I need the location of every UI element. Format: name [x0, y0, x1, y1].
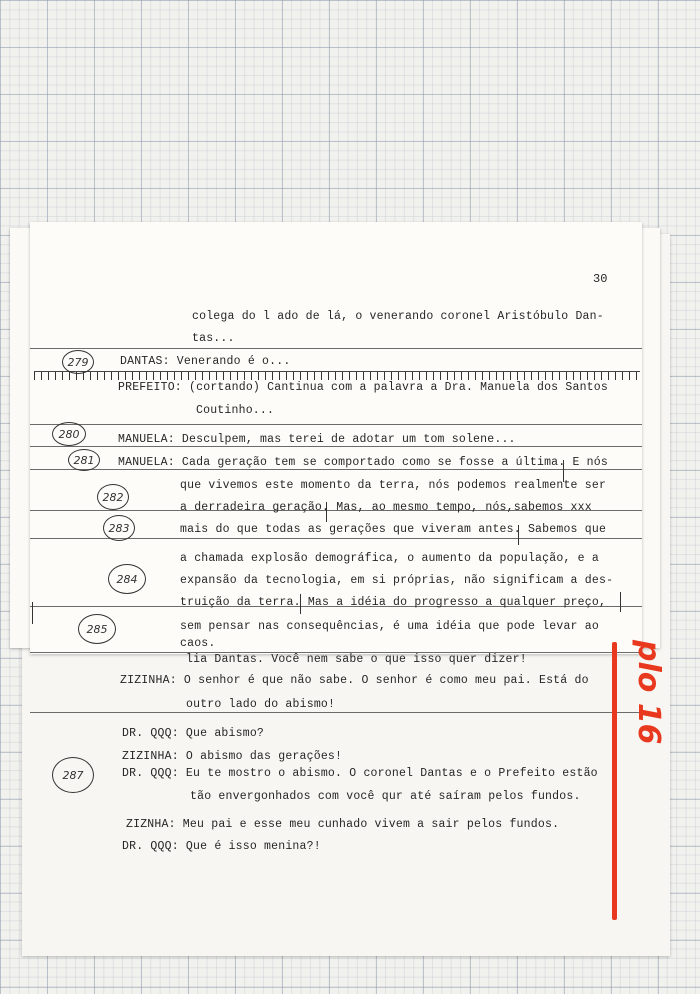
strip-divider [30, 712, 642, 713]
marginal-number: 283 [103, 515, 135, 541]
text-line: DR. QQQ: Que é isso menina?! [122, 840, 321, 853]
marginal-number: 281 [68, 449, 100, 471]
text-line: DANTAS: Venerando é o... [120, 355, 291, 368]
text-line: Coutinho... [196, 404, 275, 417]
text-line: ZIZNHA: Meu pai e esse meu cunhado vivem a sair pelos fundos. [126, 818, 560, 831]
text-line: MANUELA: Cada geração tem se comportado como se fosse a última. E nós [118, 456, 608, 469]
strip-divider [30, 446, 642, 447]
red-handwritten-note: plo 16 [631, 640, 666, 745]
marginal-number: 282 [97, 484, 129, 510]
text-line: sem pensar nas consequências, é uma idéia que pode levar ao [180, 620, 599, 633]
text-line: colega do l ado de lá, o venerando coronel Aristóbulo Dan- [192, 310, 604, 323]
marginal-number: 287 [52, 757, 94, 793]
strip-divider [30, 424, 642, 425]
text-line: tas... [192, 332, 235, 345]
text-line: lia Dantas. Você nem sabe o que isso quer dizer! [186, 653, 527, 666]
text-line: ZIZINHA: O senhor é que não sabe. O senhor é como meu pai. Está do [120, 674, 589, 687]
marginal-number: 279 [62, 350, 94, 374]
marginal-number: 285 [78, 614, 116, 644]
text-line: expansão da tecnologia, em si próprias, não significam a des- [180, 574, 614, 587]
text-line: DR. QQQ: Que abismo? [122, 727, 265, 740]
text-line: a chamada explosão demográfica, o aumento da população, e a [180, 552, 599, 565]
edit-mark [32, 602, 33, 624]
text-line: outro lado do abismo! [186, 698, 336, 711]
strip-divider [30, 469, 642, 470]
text-line: MANUELA: Desculpem, mas terei de adotar um tom solene... [118, 433, 516, 446]
strip-divider [30, 348, 642, 349]
perforation-line [34, 371, 640, 380]
text-line: mais do que todas as gerações que viveram antes. Sabemos que [180, 523, 607, 536]
text-line: truição da terra. Mas a idéia do progresso a qualquer preço, [180, 596, 607, 609]
marginal-number: 280 [52, 422, 86, 446]
page-number: 30 [593, 272, 608, 286]
edit-mark [620, 592, 621, 612]
text-line: que vivemos este momento da terra, nós podemos realmente ser [180, 479, 607, 492]
text-line: ZIZINHA: O abismo das gerações! [122, 750, 343, 763]
text-line: tão envergonhados com você qur até saíram pelos fundos. [190, 790, 581, 803]
text-line: PREFEITO: (cortando) Cantinua com a palavra a Dra. Manuela dos Santos [118, 381, 608, 394]
marginal-number: 284 [108, 564, 146, 594]
text-line: DR. QQQ: Eu te mostro o abismo. O coronel Dantas e o Prefeito estão [122, 767, 598, 780]
text-line: a derradeira geração. Mas, ao mesmo tempo, nós,sabemos xxx [180, 501, 592, 514]
text-line: caos. [180, 637, 216, 650]
